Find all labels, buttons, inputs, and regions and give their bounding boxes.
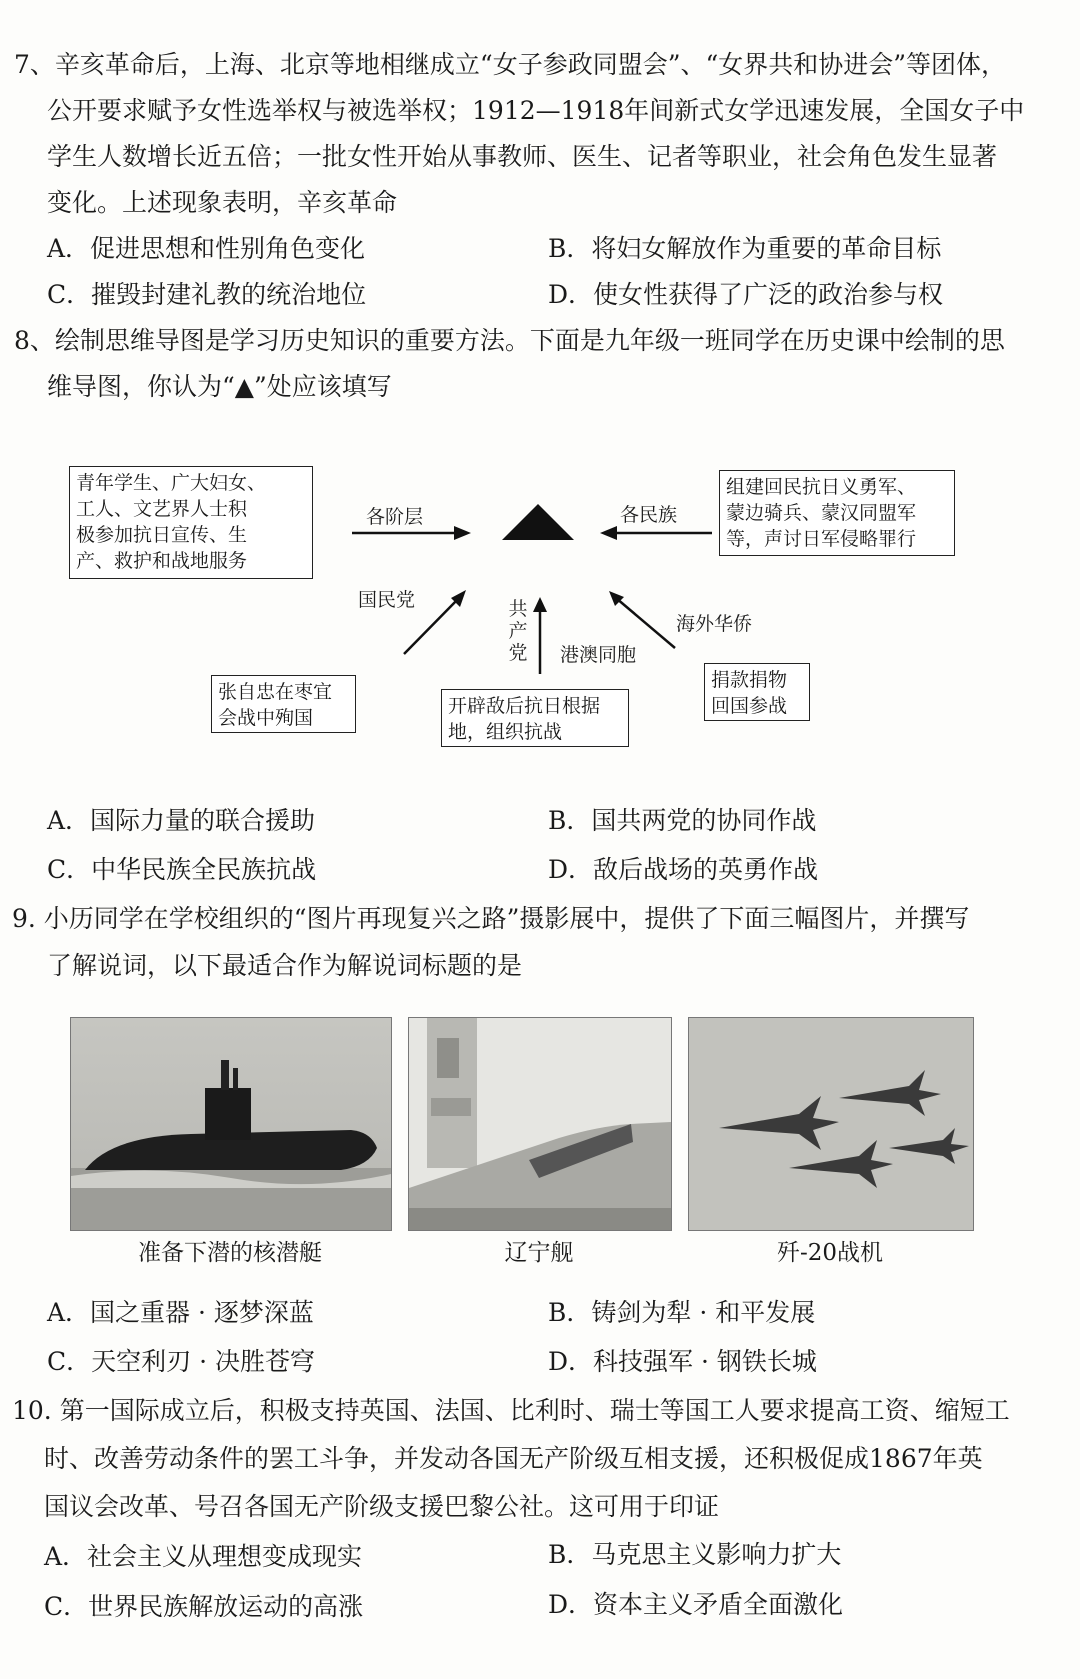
- box-all-ethnic-groups: 组建回民抗日义勇军、 蒙边骑兵、蒙汉同盟军 等，声讨日军侵略罪行: [719, 470, 955, 556]
- q9-option-c[interactable]: C．天空利刃 · 决胜苍穹: [47, 1347, 315, 1376]
- q10-option-a[interactable]: A．社会主义从理想变成现实: [44, 1542, 363, 1571]
- q8-option-b[interactable]: B．国共两党的协同作战: [548, 806, 817, 835]
- photo-liaoning-carrier: [408, 1017, 672, 1231]
- label-all-classes: 各阶层: [366, 506, 424, 528]
- q10-option-c[interactable]: C．世界民族解放运动的高涨: [44, 1592, 364, 1621]
- q8-line-2: 维导图，你认为“▲”处应该填写: [47, 372, 392, 401]
- carrier-illustration: [409, 1018, 671, 1230]
- label-kmt: 国民党: [358, 589, 416, 611]
- q8-option-a[interactable]: A．国际力量的联合援助: [47, 806, 316, 835]
- submarine-illustration: [71, 1018, 391, 1230]
- q8-option-d[interactable]: D．敌后战场的英勇作战: [548, 855, 819, 884]
- q7-option-b[interactable]: B．将妇女解放作为重要的革命目标: [548, 234, 942, 263]
- q9-line-1: 9. 小历同学在学校组织的“图片再现复兴之路”摄影展中，提供了下面三幅图片，并撰写: [12, 904, 970, 933]
- q7-line-1: 7、辛亥革命后，上海、北京等地相继成立“女子参政同盟会”、“女界共和协进会”等团体，: [14, 50, 1007, 79]
- label-all-ethnic-groups: 各民族: [620, 504, 678, 526]
- diagram-arrows: [0, 0, 1080, 760]
- caption-liaoning: 辽宁舰: [504, 1240, 574, 1266]
- photo-nuclear-submarine: [70, 1017, 392, 1231]
- q7-line-3: 学生人数增长近五倍；一批女性开始从事教师、医生、记者等职业，社会角色发生显著: [47, 142, 998, 171]
- q10-line-2: 时、改善劳动条件的罢工斗争，并发动各国无产阶级互相支援，还积极促成1867年英: [44, 1444, 983, 1473]
- label-ccp: 共 产 党: [508, 598, 528, 664]
- q8-option-c[interactable]: C．中华民族全民族抗战: [47, 855, 317, 884]
- photo-j20-fighters: [688, 1017, 974, 1231]
- label-overseas-chinese: 海外华侨: [676, 613, 753, 635]
- q7-option-c[interactable]: C．摧毁封建礼教的统治地位: [47, 280, 367, 309]
- q7-option-a[interactable]: A．促进思想和性别角色变化: [47, 234, 366, 263]
- q10-option-d[interactable]: D．资本主义矛盾全面激化: [548, 1590, 844, 1619]
- box-all-classes: 青年学生、广大妇女、 工人、文艺界人士积 极参加抗日宣传、生 产、救护和战地服务: [69, 466, 313, 579]
- label-hk-macao: 港澳同胞: [560, 644, 637, 666]
- q10-line-1: 10. 第一国际成立后，积极支持英国、法国、比利时、瑞士等国工人要求提高工资、缩短工: [12, 1396, 1010, 1425]
- q9-option-d[interactable]: D．科技强军 · 钢铁长城: [548, 1347, 817, 1376]
- q9-line-2: 了解说词，以下最适合作为解说词标题的是: [47, 951, 523, 980]
- q7-option-d[interactable]: D．使女性获得了广泛的政治参与权: [548, 280, 944, 309]
- q7-line-4: 变化。上述现象表明，辛亥革命: [47, 188, 398, 217]
- j20-illustration: [689, 1018, 973, 1230]
- center-triangle-icon: [502, 504, 574, 540]
- q10-line-3: 国议会改革、号召各国无产阶级支援巴黎公社。这可用于印证: [44, 1492, 720, 1521]
- box-overseas: 捐款捐物 回国参战: [704, 663, 810, 721]
- box-kmt: 张自忠在枣宜 会战中殉国: [211, 675, 356, 733]
- q9-option-b[interactable]: B．铸剑为犁 · 和平发展: [548, 1298, 816, 1327]
- q9-option-a[interactable]: A．国之重器 · 逐梦深蓝: [47, 1298, 314, 1327]
- caption-j20: 歼-20战机: [776, 1240, 884, 1266]
- q7-line-2: 公开要求赋予女性选举权与被选举权；1912—1918年间新式女学迅速发展，全国女子中: [47, 96, 1025, 125]
- q8-line-1: 8、绘制思维导图是学习历史知识的重要方法。下面是九年级一班同学在历史课中绘制的思: [14, 326, 1005, 355]
- q10-option-b[interactable]: B．马克思主义影响力扩大: [548, 1540, 842, 1569]
- caption-submarine: 准备下潜的核潜艇: [138, 1240, 322, 1266]
- box-ccp: 开辟敌后抗日根据 地，组织抗战: [441, 689, 629, 747]
